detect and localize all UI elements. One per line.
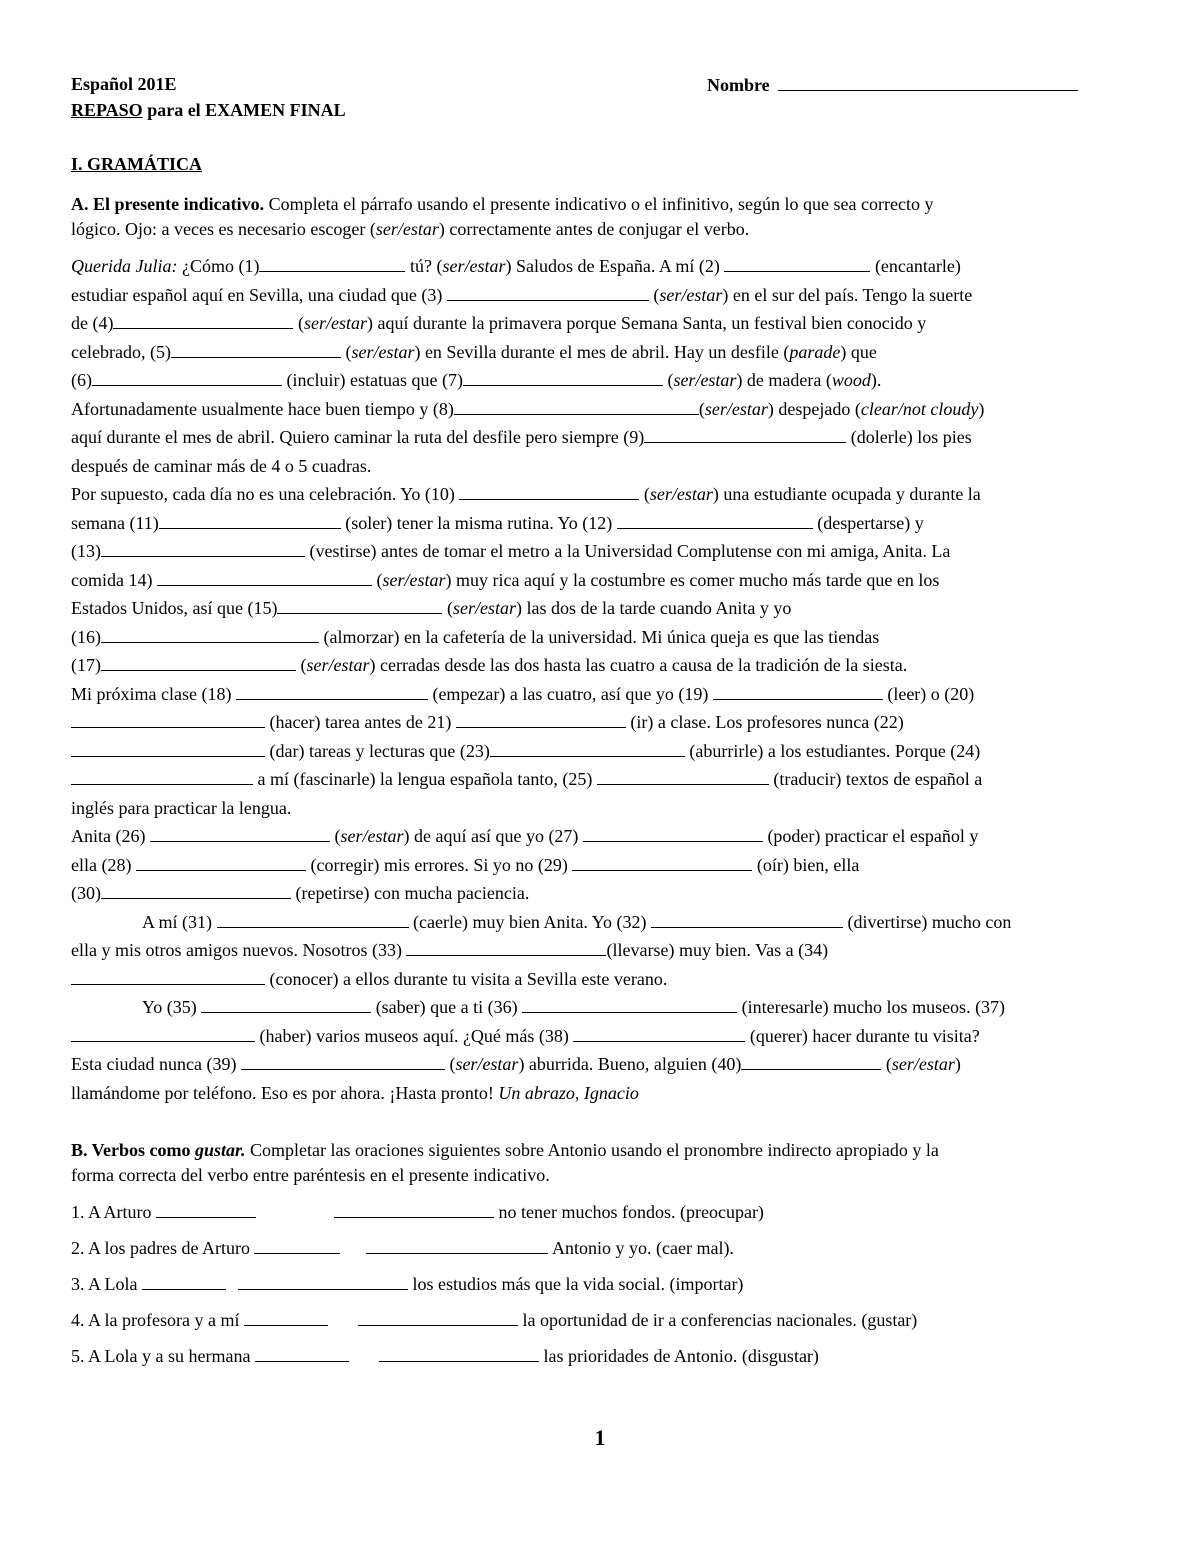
part-a-instr-2: lógico. Ojo: a veces es necesario escoger ( xyxy=(71,219,376,239)
blank-39[interactable] xyxy=(241,1051,445,1070)
name-label: Nombre xyxy=(707,75,770,95)
verb-blank-3[interactable] xyxy=(238,1271,408,1290)
blank-9[interactable] xyxy=(644,424,846,443)
blank-18[interactable] xyxy=(236,681,428,700)
blank-32[interactable] xyxy=(651,909,843,928)
blank-23[interactable] xyxy=(490,738,685,757)
blank-35[interactable] xyxy=(201,994,371,1013)
part-a-instr-2-it: ser/estar xyxy=(375,219,439,239)
blank-31[interactable] xyxy=(217,909,409,928)
blank-37[interactable] xyxy=(71,1023,255,1042)
blank-20[interactable] xyxy=(71,709,265,728)
part-a-instructions xyxy=(71,192,1121,242)
name-field xyxy=(707,72,1078,97)
blank-4[interactable] xyxy=(113,310,293,329)
part-b-instructions xyxy=(71,1138,1121,1188)
part-b-items xyxy=(71,1194,1131,1374)
section-title: I. GRAMÁTICA xyxy=(71,154,203,174)
verb-blank-5[interactable] xyxy=(379,1343,539,1362)
blank-12[interactable] xyxy=(617,510,813,529)
blank-38[interactable] xyxy=(573,1023,745,1042)
part-b-heading: B. Verbos como gustar. xyxy=(71,1140,246,1160)
blank-21[interactable] xyxy=(456,709,626,728)
pronoun-blank-1[interactable] xyxy=(156,1199,256,1218)
verb-blank-4[interactable] xyxy=(358,1307,518,1326)
part-a-instr-2-end: ) correctamente antes de conjugar el verbo. xyxy=(438,219,750,239)
blank-5[interactable] xyxy=(171,339,341,358)
blank-7[interactable] xyxy=(463,367,663,386)
blank-13[interactable] xyxy=(101,538,305,557)
blank-3[interactable] xyxy=(447,282,649,301)
subtitle xyxy=(71,98,346,122)
blank-17[interactable] xyxy=(101,652,296,671)
blank-22[interactable] xyxy=(71,738,265,757)
list-item: 2. A los padres de Arturo Antonio y yo. (caer mal). xyxy=(71,1230,1131,1266)
part-a-paragraph: Querida Julia: ¿Cómo (1) tú? (ser/estar) Saludos de España. A mí (2) (encantarle) estudiar español aquí en Sevilla, una ciudad que (3) (ser/estar) en el sur del país. Tengo la suerte de (4) (ser/estar) aquí durante la primavera porque Semana Santa, un festival bien conocido y celebrado, (5) (ser/estar) en Sevilla durante el mes de abril. Hay un desfile (parade) que (6) (incluir) estatuas que (7) (ser/estar) de madera (wood). Afortunadamente usualmente hace buen tiempo y (8) (ser/estar) despejado (clear/not cloudy) aquí durante el mes de abril. Quiero caminar la ruta del desfile pero siempre (9) (dolerle) los pies después de caminar más de 4 o 5 cuadras. Por supuesto, cada día no es una celebración. Yo (10) (ser/estar) una estudiante ocupada y durante la semana (11) (soler) tener la misma rutina. Yo (12) (despertarse) y (13) (vestirse) antes de tomar el metro a la Universidad Complutense con mi amiga, Anita. La comida 14) (ser/estar) muy rica aquí y la costumbre es comer mucho más tarde que en los Estados Unidos, así que (15) (ser/estar) las dos de la tarde cuando Anita y yo (16) (almorzar) en la cafetería de la universidad. Mi única queja es que las tiendas (17) (ser/estar) cerradas desde las dos hasta las cuatro a causa de la tradición de la siesta. Mi próxima clase (18) (empezar) a las cuatro, así que yo (19) (leer) o (20) (hacer) tarea antes de 21) (ir) a clase. Los profesores nunca (22) (dar) tareas y lecturas que (23) (aburrirle) a los estudiantes. Porque (24) a mí (fascinarle) la lengua española tanto, (25) (traducir) textos de español a inglés para practicar la lengua. Anita (26) (ser/estar) de aquí así que yo (27) (poder) practicar el español y ella (28) (corregir) mis errores. Si yo no (29) (oír) bien, ella (30) (repetirse) con mucha paciencia. A mí (31) (caerle) muy bien Anita. Yo (32) (divertirse) mucho con ella y mis otros amigos nuevos. Nosotros (33) (llevarse) muy bien. Vas a (34) (conocer) a ellos durante tu visita a Sevilla este verano. Yo (35) (saber) que a ti (36) (interesarle) mucho los museos. (37) (haber) varios museos aquí. ¿Qué más (38) (querer) hacer durante tu visita? Esta ciudad nunca (39) (ser/estar) aburrida. Bueno, alguien (40) (ser/estar) llamándome por teléfono. Eso es por ahora. ¡Hasta pronto! Un abrazo, Ignacio xyxy=(71,252,1131,1107)
part-a-heading: A. El presente indicativo. xyxy=(71,194,265,214)
blank-24[interactable] xyxy=(71,766,253,785)
blank-26[interactable] xyxy=(150,823,330,842)
blank-36[interactable] xyxy=(522,994,737,1013)
pronoun-blank-5[interactable] xyxy=(255,1343,349,1362)
blank-6[interactable] xyxy=(92,367,282,386)
blank-11[interactable] xyxy=(159,510,341,529)
part-b-instr-1: Completar las oraciones siguientes sobre Antonio usando el pronombre indirecto apropiado y la xyxy=(245,1140,939,1160)
course-title: Español 201E xyxy=(71,74,177,94)
blank-1[interactable] xyxy=(259,253,405,272)
blank-30[interactable] xyxy=(101,880,291,899)
verb-blank-1[interactable] xyxy=(334,1199,494,1218)
list-item: 1. A Arturo no tener muchos fondos. (preocupar) xyxy=(71,1194,1131,1230)
blank-27[interactable] xyxy=(583,823,763,842)
blank-28[interactable] xyxy=(136,852,306,871)
part-a-instr-1: Completa el párrafo usando el presente indicativo o el infinitivo, según lo que sea correcto y xyxy=(264,194,934,214)
pronoun-blank-4[interactable] xyxy=(244,1307,328,1326)
list-item: 4. A la profesora y a mí la oportunidad de ir a conferencias nacionales. (gustar) xyxy=(71,1302,1131,1338)
blank-8[interactable] xyxy=(454,396,699,415)
blank-40[interactable] xyxy=(741,1051,881,1070)
subtitle-rest: para el EXAMEN FINAL xyxy=(142,100,346,120)
subtitle-repaso: REPASO xyxy=(71,100,143,120)
verb-blank-2[interactable] xyxy=(366,1235,548,1254)
blank-25[interactable] xyxy=(597,766,769,785)
blank-2[interactable] xyxy=(724,253,870,272)
blank-34[interactable] xyxy=(71,966,265,985)
pronoun-blank-3[interactable] xyxy=(142,1271,226,1290)
blank-16[interactable] xyxy=(101,624,319,643)
blank-10[interactable] xyxy=(459,481,639,500)
blank-15[interactable] xyxy=(277,595,442,614)
name-blank[interactable] xyxy=(778,72,1078,91)
pronoun-blank-2[interactable] xyxy=(254,1235,340,1254)
blank-19[interactable] xyxy=(713,681,883,700)
blank-14[interactable] xyxy=(157,567,372,586)
blank-29[interactable] xyxy=(572,852,752,871)
part-b-instr-2: forma correcta del verbo entre paréntesis en el presente indicativo. xyxy=(71,1165,550,1185)
page-number: 1 xyxy=(594,1425,606,1450)
list-item: 3. A Lola los estudios más que la vida social. (importar) xyxy=(71,1266,1131,1302)
list-item: 5. A Lola y a su hermana las prioridades de Antonio. (disgustar) xyxy=(71,1338,1131,1374)
blank-33[interactable] xyxy=(406,937,606,956)
